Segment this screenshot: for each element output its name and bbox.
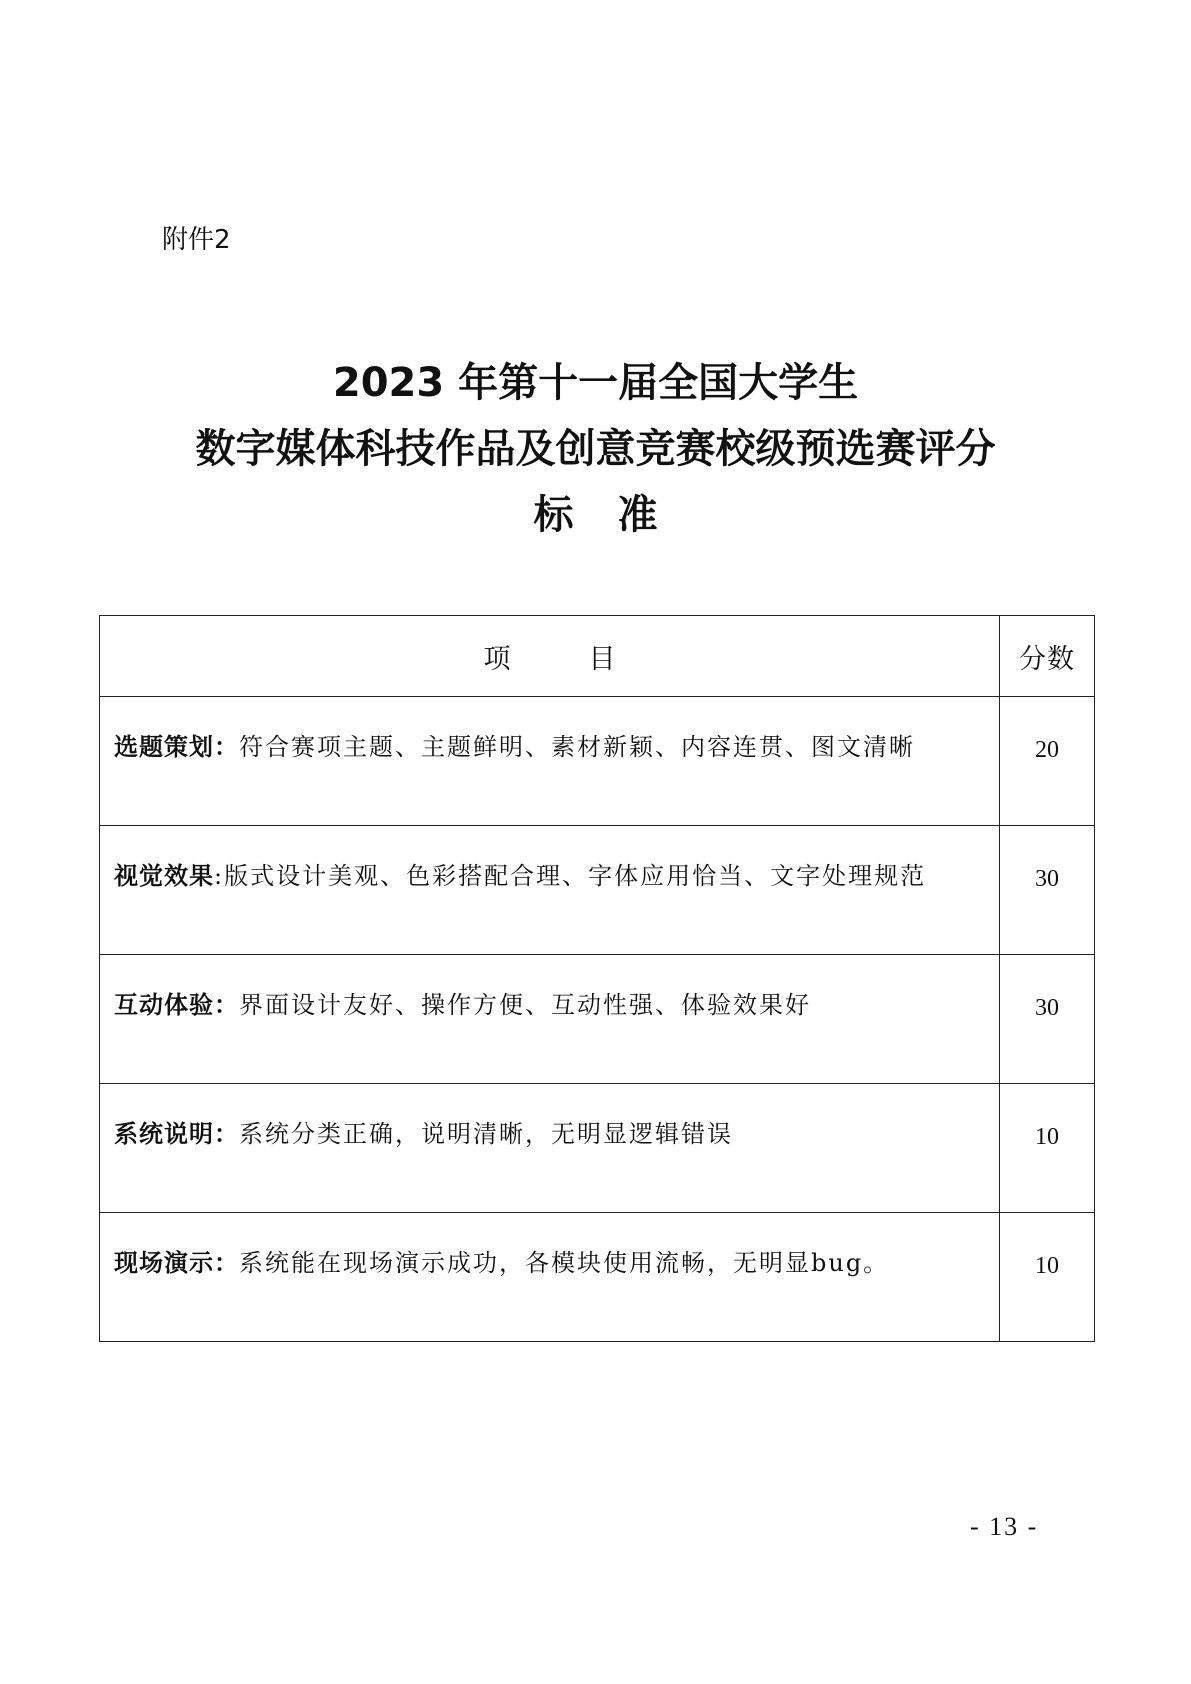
criterion-cell [100,955,1000,1084]
criterion-category: 现场演示 [114,1249,214,1277]
scoring-criteria-table [99,615,1095,1342]
criterion-description: 界面设计友好、操作方便、互动性强、体验效果好 [239,991,811,1019]
table-row [100,1084,1095,1213]
title-line-3: 标准 [533,492,702,538]
criterion-category: 选题策划 [114,733,214,761]
header-score: 分数 [1000,616,1095,697]
criterion-separator: : [214,862,225,890]
criterion-separator: ： [214,733,239,761]
attachment-label: 附件2 [162,225,231,255]
criterion-cell [100,1213,1000,1342]
title-line-2: 数字媒体科技作品及创意竞赛校级预选赛评分 [195,426,996,472]
criterion-category: 系统说明 [114,1120,214,1148]
criterion-score: 30 [1000,955,1095,1084]
criterion-description: 版式设计美观、色彩搭配合理、字体应用恰当、文字处理规范 [224,862,927,890]
criterion-separator: ： [214,1120,239,1148]
criterion-score: 30 [1000,826,1095,955]
criterion-score: 20 [1000,697,1095,826]
criterion-cell [100,826,1000,955]
table-row [100,826,1095,955]
table-row [100,697,1095,826]
criterion-cell [100,1084,1000,1213]
criterion-score: 10 [1000,1084,1095,1213]
title-line-1: 2023 年第十一届全国大学生 [332,360,859,406]
document-title [0,350,1191,548]
criterion-category: 视觉效果 [114,862,214,890]
criterion-description: 系统分类正确，说明清晰，无明显逻辑错误 [239,1120,733,1148]
criterion-category: 互动体验 [114,991,214,1019]
criterion-description: 系统能在现场演示成功，各模块使用流畅，无明显bug。 [239,1249,890,1277]
criterion-separator: ： [214,991,239,1019]
table-row [100,1213,1095,1342]
table-header-row [100,616,1095,697]
page-number: - 13 - [970,1512,1039,1541]
table-row [100,955,1095,1084]
criterion-separator: ： [214,1249,239,1277]
criterion-score: 10 [1000,1213,1095,1342]
criterion-description: 符合赛项主题、主题鲜明、素材新颖、内容连贯、图文清晰 [239,733,915,761]
header-item: 项目 [100,616,1000,697]
criterion-cell [100,697,1000,826]
